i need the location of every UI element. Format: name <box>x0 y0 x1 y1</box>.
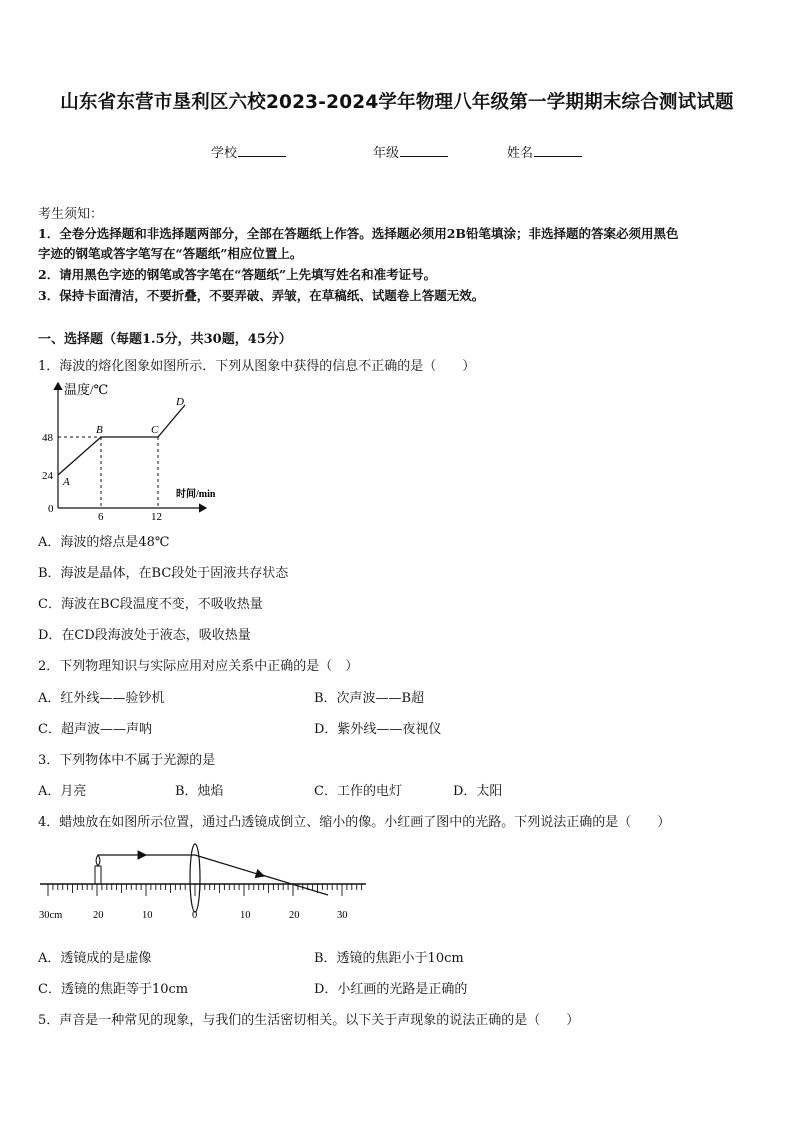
light-ray-refracted-ext <box>262 875 328 895</box>
graph-xlabel: 时间/min <box>176 489 216 500</box>
q4-stem: 4．蜡烛放在如图所示位置，通过凸透镜成倒立、缩小的像。小红画了图中的光路。下列说法正确的是（ ） <box>38 815 671 830</box>
q2-stem: 2．下列物理知识与实际应用对应关系中正确的是（ ） <box>38 659 359 674</box>
lens-ruler-diagram <box>36 838 376 924</box>
q1-option-b[interactable]: B．海波是晶体，在BC段处于固液共存状态 <box>38 566 289 581</box>
q2-option-c[interactable]: C．超声波——声呐 <box>38 722 152 737</box>
ruler-label-left-20: 20 <box>93 910 104 921</box>
graph-ytick-48: 48 <box>42 432 53 444</box>
ruler-label-right-10: 10 <box>240 910 251 921</box>
q4-option-c[interactable]: C．透镜的焦距等于10cm <box>38 982 189 997</box>
q2-option-a[interactable]: A．红外线——验钞机 <box>38 691 165 706</box>
q1-stem: 1．海波的熔化图象如图所示．下列从图象中获得的信息不正确的是（ ） <box>38 359 476 374</box>
name-label: 姓名 <box>507 146 534 161</box>
q1-option-c[interactable]: C．海波在BC段温度不变，不吸收热量 <box>38 597 263 612</box>
light-ray-refracted <box>195 855 264 876</box>
ruler-label-right-30: 30 <box>337 910 348 921</box>
q3-option-b[interactable]: B．烛焰 <box>175 784 224 799</box>
name-field[interactable] <box>507 142 582 161</box>
graph-point-a: A <box>63 476 70 488</box>
section-heading: 一、选择题（每题1.5分，共30题，45分） <box>38 332 292 347</box>
grade-blank[interactable] <box>400 144 448 157</box>
q1-option-a[interactable]: A．海波的熔点是48℃ <box>38 535 170 550</box>
school-label: 学校 <box>211 146 238 161</box>
notice-item-1: 1．全卷分选择题和非选择题两部分，全部在答题纸上作答。选择题必须用2B铅笔填涂；非选择题的答案必须用黑色 <box>38 226 679 241</box>
grade-label: 年级 <box>373 146 400 161</box>
candle-flame <box>96 855 100 866</box>
school-blank[interactable] <box>238 144 286 157</box>
q3-option-a[interactable]: A．月亮 <box>38 784 87 799</box>
notice-item-2: 2．请用黑色字迹的钢笔或答字笔在“答题纸”上先填写姓名和准考证号。 <box>38 267 437 282</box>
q3-stem: 3．下列物体中不属于光源的是 <box>38 753 216 768</box>
q4-option-b[interactable]: B．透镜的焦距小于10cm <box>314 951 464 966</box>
graph-xtick-6: 6 <box>98 511 104 523</box>
ruler-label-right-20: 20 <box>289 910 300 921</box>
notice-item-1-cont: 字迹的钢笔或答字笔写在“答题纸”相应位置上。 <box>38 246 303 261</box>
page-title: 山东省东营市垦利区六校2023-2024学年物理八年级第一学期期末综合测试试题 <box>60 92 734 113</box>
q2-option-b[interactable]: B．次声波——B超 <box>314 691 425 706</box>
graph-xtick-12: 12 <box>151 511 162 523</box>
q4-option-a[interactable]: A．透镜成的是虚像 <box>38 951 152 966</box>
graph-point-c: C <box>151 424 159 436</box>
school-field[interactable] <box>211 142 286 161</box>
notice-heading: 考生须知： <box>38 207 104 222</box>
q5-stem: 5．声音是一种常见的现象，与我们的生活密切相关。以下关于声现象的说法正确的是（ ） <box>38 1013 580 1028</box>
notice-item-3: 3．保持卡面清洁，不要折叠，不要弄破、弄皱，在草稿纸、试题卷上答题无效。 <box>38 288 485 303</box>
graph-ytick-0: 0 <box>48 503 54 515</box>
convex-lens <box>190 844 200 912</box>
graph-ytick-24: 24 <box>42 470 53 482</box>
q3-option-c[interactable]: C．工作的电灯 <box>314 784 402 799</box>
graph-curve <box>58 405 185 475</box>
q3-option-d[interactable]: D．太阳 <box>453 784 503 799</box>
melting-graph <box>30 375 230 525</box>
candle <box>95 866 101 884</box>
graph-ylabel: 温度/℃ <box>64 382 109 397</box>
name-blank[interactable] <box>534 144 582 157</box>
ruler-label-0: 0 <box>192 910 198 921</box>
q2-option-d[interactable]: D．紫外线——夜视仪 <box>314 722 442 737</box>
graph-point-b: B <box>96 424 103 436</box>
q4-option-d[interactable]: D．小红画的光路是正确的 <box>314 982 468 997</box>
q1-option-d[interactable]: D．在CD段海波处于液态，吸收热量 <box>38 628 251 643</box>
grade-field[interactable] <box>373 142 448 161</box>
ruler-ticks <box>48 884 362 896</box>
ruler-label-left-10: 10 <box>142 910 153 921</box>
graph-point-d: D <box>176 396 184 408</box>
ruler-label-30cm: 30cm <box>39 910 63 921</box>
